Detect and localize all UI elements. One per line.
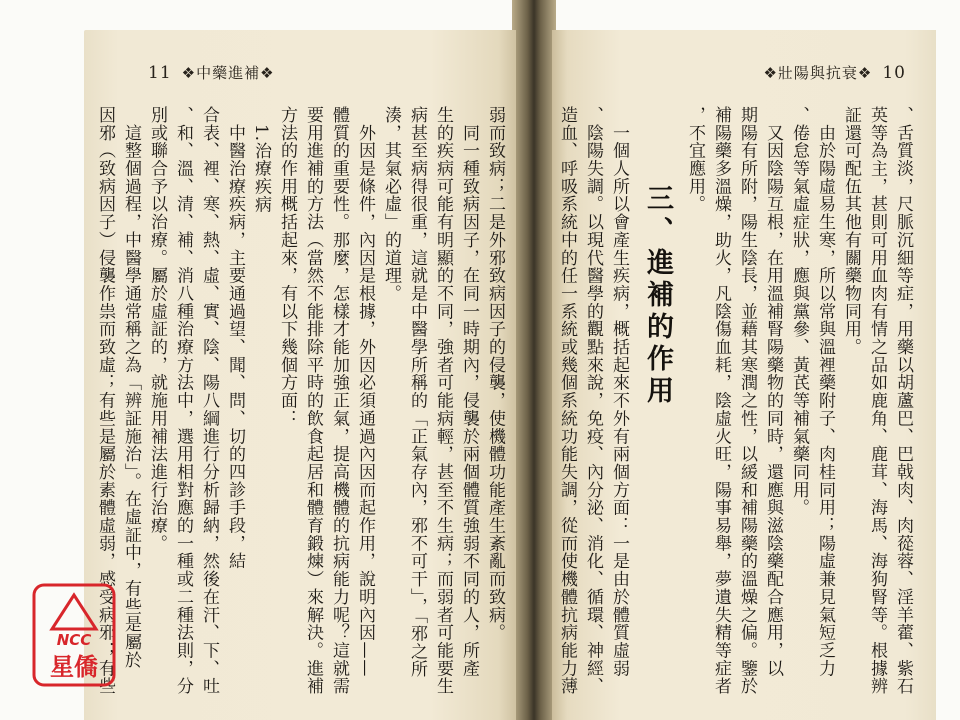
text-column: 由於陽虛易生寒，所以常與溫裡藥附子、肉桂同用；陽虛兼見氣短乏力 <box>815 106 835 678</box>
logo-triangle <box>52 595 96 629</box>
text-column: 湊，其氣必虛」的道理。 <box>381 106 401 303</box>
text-column: 體質的重要性。那麼，怎樣才能加強正氣，提高機體的抗病能力呢？這就需 <box>329 106 349 696</box>
left-page <box>84 30 516 720</box>
left-running-title: ❖中藥進補❖ <box>181 64 275 82</box>
ncc-logo <box>32 583 116 687</box>
right-running-head <box>763 62 906 84</box>
left-page-number: 11 <box>148 63 172 83</box>
subsection-heading: 1.治療疾病 <box>251 124 271 214</box>
text-column: 又因陰陽互根，在用溫補腎陽藥物的同時，還應與滋陰藥配合應用，以 <box>763 106 783 678</box>
left-running-head <box>148 62 275 84</box>
text-column: 因邪（致病因子）侵襲作祟而致虛；有些是屬於素體虛弱，感受病邪；有些 <box>95 106 115 696</box>
text-column: 、陰陽失調。以現代醫學的觀點來說，免疫、內分泌、消化、循環、神經、 <box>583 106 603 696</box>
right-page <box>552 30 936 720</box>
text-column: ，不宜應用。 <box>685 106 705 214</box>
text-column: 這整個過程，中醫學通常稱之為「辨証施治」。在虛証中，有些是屬於 <box>121 106 141 669</box>
logo-graphic <box>32 583 116 687</box>
text-column: 弱而致病；二是外邪致病因子的侵襲，使機體功能產生紊亂而致病。 <box>485 106 505 642</box>
text-column: 、和、溫、清、補、消八種治療方法中，選用相對應的一種或二種法則，分 <box>173 106 193 696</box>
left-page-text <box>88 106 508 696</box>
text-column: 病甚至病得很重，這就是中醫學所稱的「正氣存內，邪不可干」，「邪之所 <box>407 106 427 679</box>
section-heading: 三、進補的作用 <box>642 184 673 408</box>
logo-ncc-text: NCC <box>56 631 92 649</box>
text-column: 期陽有所附，陽生陰長，並藉其寒潤之性，以緩和補陽藥的溫燥之偏。鑒於 <box>737 106 757 696</box>
text-column: 証還可配伍其他有關藥物同用。 <box>841 106 861 356</box>
text-column: 外因是條件，內因是根據，外因必須通過內因而起作用，說明內因—— <box>355 106 375 678</box>
text-column: 、倦怠等氣虛症狀，應與黨參、黃芪等補氣藥同用。 <box>789 106 809 517</box>
text-column: 、舌質淡，尺脈沉細等症，用藥以胡蘆巴、巴戟肉、肉蓯蓉、淫羊藿、紫石 <box>893 106 913 696</box>
text-column: 生的疾病可能有明顯的不同，強者可能病輕，甚至不生病；而弱者可能要生 <box>433 106 453 696</box>
text-column: 方法的作用概括起來，有以下幾個方面： <box>277 106 297 428</box>
book-gutter <box>512 0 556 720</box>
text-column: 造血、呼吸系統中的任一系統或幾個系統功能失調，從而使機體抗病能力薄 <box>557 106 577 696</box>
text-column: 同一種致病因子，在同一時期內，侵襲於兩個體質強弱不同的人，所產 <box>459 106 479 678</box>
text-column: 英等為主，甚則可用血肉有情之品如鹿角、鹿茸、海馬、海狗腎等。根據辨 <box>867 106 887 696</box>
text-column: 合表、裡、寒、熱、虛、實、陰、陽八綱進行分析歸納，然後在汗、下、吐 <box>199 106 219 696</box>
text-column: 一個人所以會產生疾病，概括起來不外有兩個方面：一是由於體質虛弱 <box>609 106 629 678</box>
right-page-text <box>556 106 916 696</box>
text-column: 中醫治療疾病，主要通過望、聞、問、切的四診手段，結 <box>225 106 245 571</box>
right-page-number: 10 <box>882 63 906 83</box>
text-column: 要用進補的方法（當然不能排除平時的飲食起居和體育鍛煉）來解決。進補 <box>303 106 323 696</box>
right-running-title: ❖壯陽與抗衰❖ <box>763 64 873 82</box>
text-column: 補陽藥多溫燥，助火，凡陰傷血耗，陰虛火旺，陽事易舉，夢遺失精等症者 <box>711 106 731 696</box>
text-column: 別或聯合予以治療。屬於虛証的，就施用補法進行治療。 <box>147 106 167 553</box>
logo-brand-text: 星僑 <box>50 653 98 681</box>
